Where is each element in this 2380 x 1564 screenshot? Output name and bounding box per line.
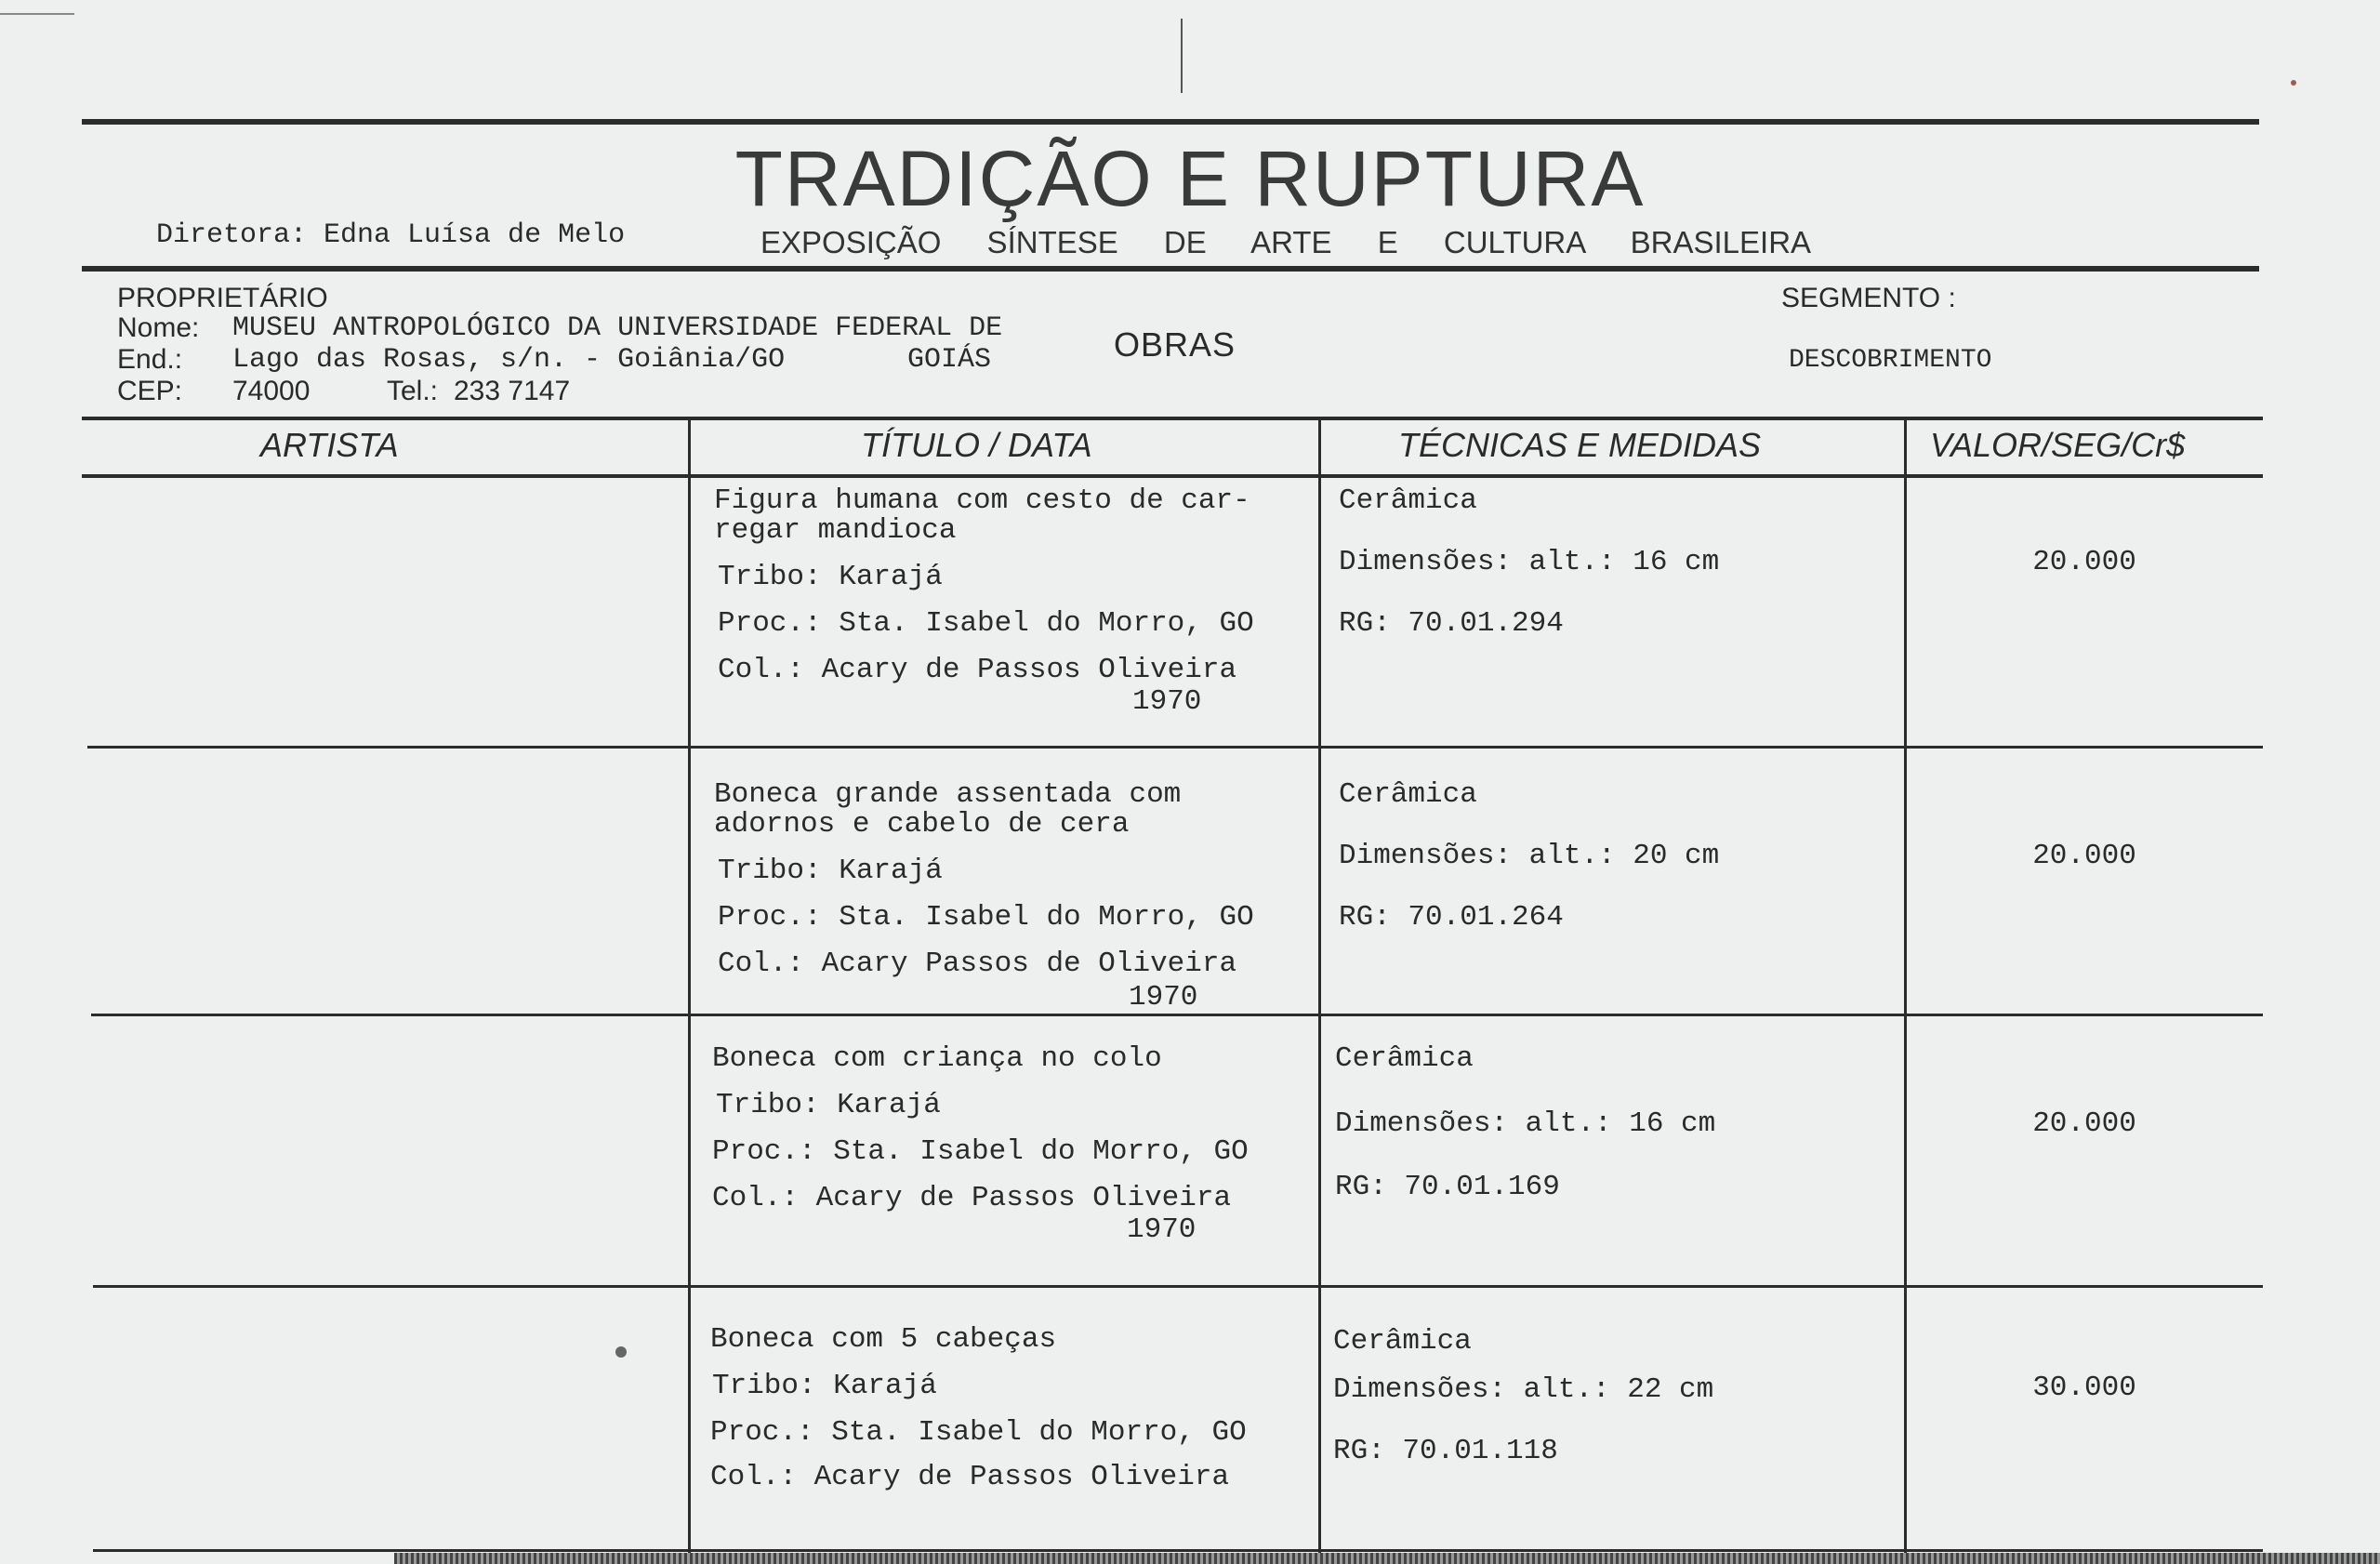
column-divider-1 [688, 418, 691, 1553]
row-proc: Proc.: Sta. Isabel do Morro, GO [712, 1135, 1249, 1168]
tel-value: 233 7147 [454, 376, 571, 406]
row-value: 20.000 [2032, 546, 2136, 578]
column-divider-2 [1318, 418, 1321, 1553]
row-title-line1: Boneca grande assentada com [714, 778, 1182, 811]
segment-label: SEGMENTO : [1781, 283, 1956, 313]
row-title-line2: adornos e cabelo de cera [714, 808, 1130, 841]
top-corner-mark [0, 13, 74, 15]
column-header-titulo: TÍTULO / DATA [861, 426, 1092, 464]
row-proc: Proc.: Sta. Isabel do Morro, GO [710, 1416, 1247, 1449]
row-rg: RG: 70.01.264 [1339, 901, 1564, 934]
row-technique: Cerâmica [1335, 1042, 1474, 1075]
row-title-line1: Figura humana com cesto de car- [714, 484, 1250, 517]
row-dimensions: Dimensões: alt.: 16 cm [1335, 1107, 1716, 1140]
column-header-valor: VALOR/SEG/Cr$ [1930, 426, 2186, 464]
row-tribe: Tribo: Karajá [712, 1370, 937, 1402]
row-col: Col.: Acary Passos de Oliveira [718, 948, 1237, 980]
owner-address: Lago das Rosas, s/n. - Goiânia/GO [232, 344, 786, 376]
column-header-artista: ARTISTA [260, 426, 399, 464]
row-proc: Proc.: Sta. Isabel do Morro, GO [718, 607, 1254, 640]
row-tribe: Tribo: Karajá [716, 1089, 941, 1121]
header-bottom-rule [82, 266, 2259, 272]
table-top-rule [82, 417, 2263, 420]
row-year: 1970 [1132, 685, 1202, 718]
row-title-line1: Boneca com 5 cabeças [710, 1323, 1057, 1356]
row-rg: RG: 70.01.118 [1333, 1435, 1558, 1467]
row-value: 20.000 [2032, 1107, 2136, 1140]
row-title-line1: Boneca com criança no colo [712, 1042, 1162, 1075]
fold-mark [1181, 19, 1183, 93]
name-label: Nome: [117, 312, 200, 343]
segment-value: DESCOBRIMENTO [1789, 346, 1992, 375]
row-dimensions: Dimensões: alt.: 22 cm [1333, 1373, 1714, 1406]
row-separator [93, 1285, 2263, 1288]
row-value: 30.000 [2032, 1372, 2136, 1404]
row-technique: Cerâmica [1339, 778, 1477, 811]
header-top-rule [82, 119, 2259, 125]
row-rg: RG: 70.01.169 [1335, 1171, 1560, 1203]
director-line: Diretora: Edna Luísa de Melo [156, 219, 626, 251]
row-year: 1970 [1129, 981, 1198, 1014]
obras-label: OBRAS [1114, 325, 1236, 364]
row-proc: Proc.: Sta. Isabel do Morro, GO [718, 901, 1254, 934]
column-divider-3 [1904, 418, 1907, 1553]
row-separator [91, 1014, 2263, 1016]
cep-label: CEP: [117, 376, 183, 406]
row-col: Col.: Acary de Passos Oliveira [710, 1461, 1230, 1493]
document-subtitle: EXPOSIÇÃO SÍNTESE DE ARTE E CULTURA BRASILEIRA [760, 225, 1812, 259]
cep-value: 74000 [232, 376, 311, 406]
row-technique: Cerâmica [1333, 1325, 1472, 1358]
table-bottom-rule [93, 1549, 2263, 1552]
owner-name-line2: GOIÁS [907, 344, 992, 376]
row-technique: Cerâmica [1339, 484, 1477, 517]
row-dimensions: Dimensões: alt.: 20 cm [1339, 840, 1720, 872]
owner-name-line1: MUSEU ANTROPOLÓGICO DA UNIVERSIDADE FEDERAL DE [232, 312, 1003, 344]
row-value: 20.000 [2032, 840, 2136, 872]
bottom-edge-strip [394, 1553, 2380, 1564]
document-title: TRADIÇÃO E RUPTURA [734, 135, 1646, 222]
row-year: 1970 [1127, 1213, 1197, 1246]
row-tribe: Tribo: Karajá [718, 855, 943, 887]
row-rg: RG: 70.01.294 [1339, 607, 1564, 640]
row-col: Col.: Acary de Passos Oliveira [712, 1182, 1232, 1214]
column-header-tecnicas: TÉCNICAS E MEDIDAS [1398, 426, 1762, 464]
row-col: Col.: Acary de Passos Oliveira [718, 654, 1237, 686]
table-header-rule [82, 474, 2263, 478]
row-dimensions: Dimensões: alt.: 16 cm [1339, 546, 1720, 578]
tel-label: Tel.: [387, 376, 439, 406]
row-title-line2: regar mandioca [714, 514, 957, 547]
ink-speck [2291, 80, 2296, 86]
row-separator [87, 746, 2263, 749]
row-tribe: Tribo: Karajá [718, 561, 943, 593]
ink-speck [615, 1346, 627, 1358]
owner-section-label: PROPRIETÁRIO [117, 283, 328, 313]
address-label: End.: [117, 344, 183, 375]
